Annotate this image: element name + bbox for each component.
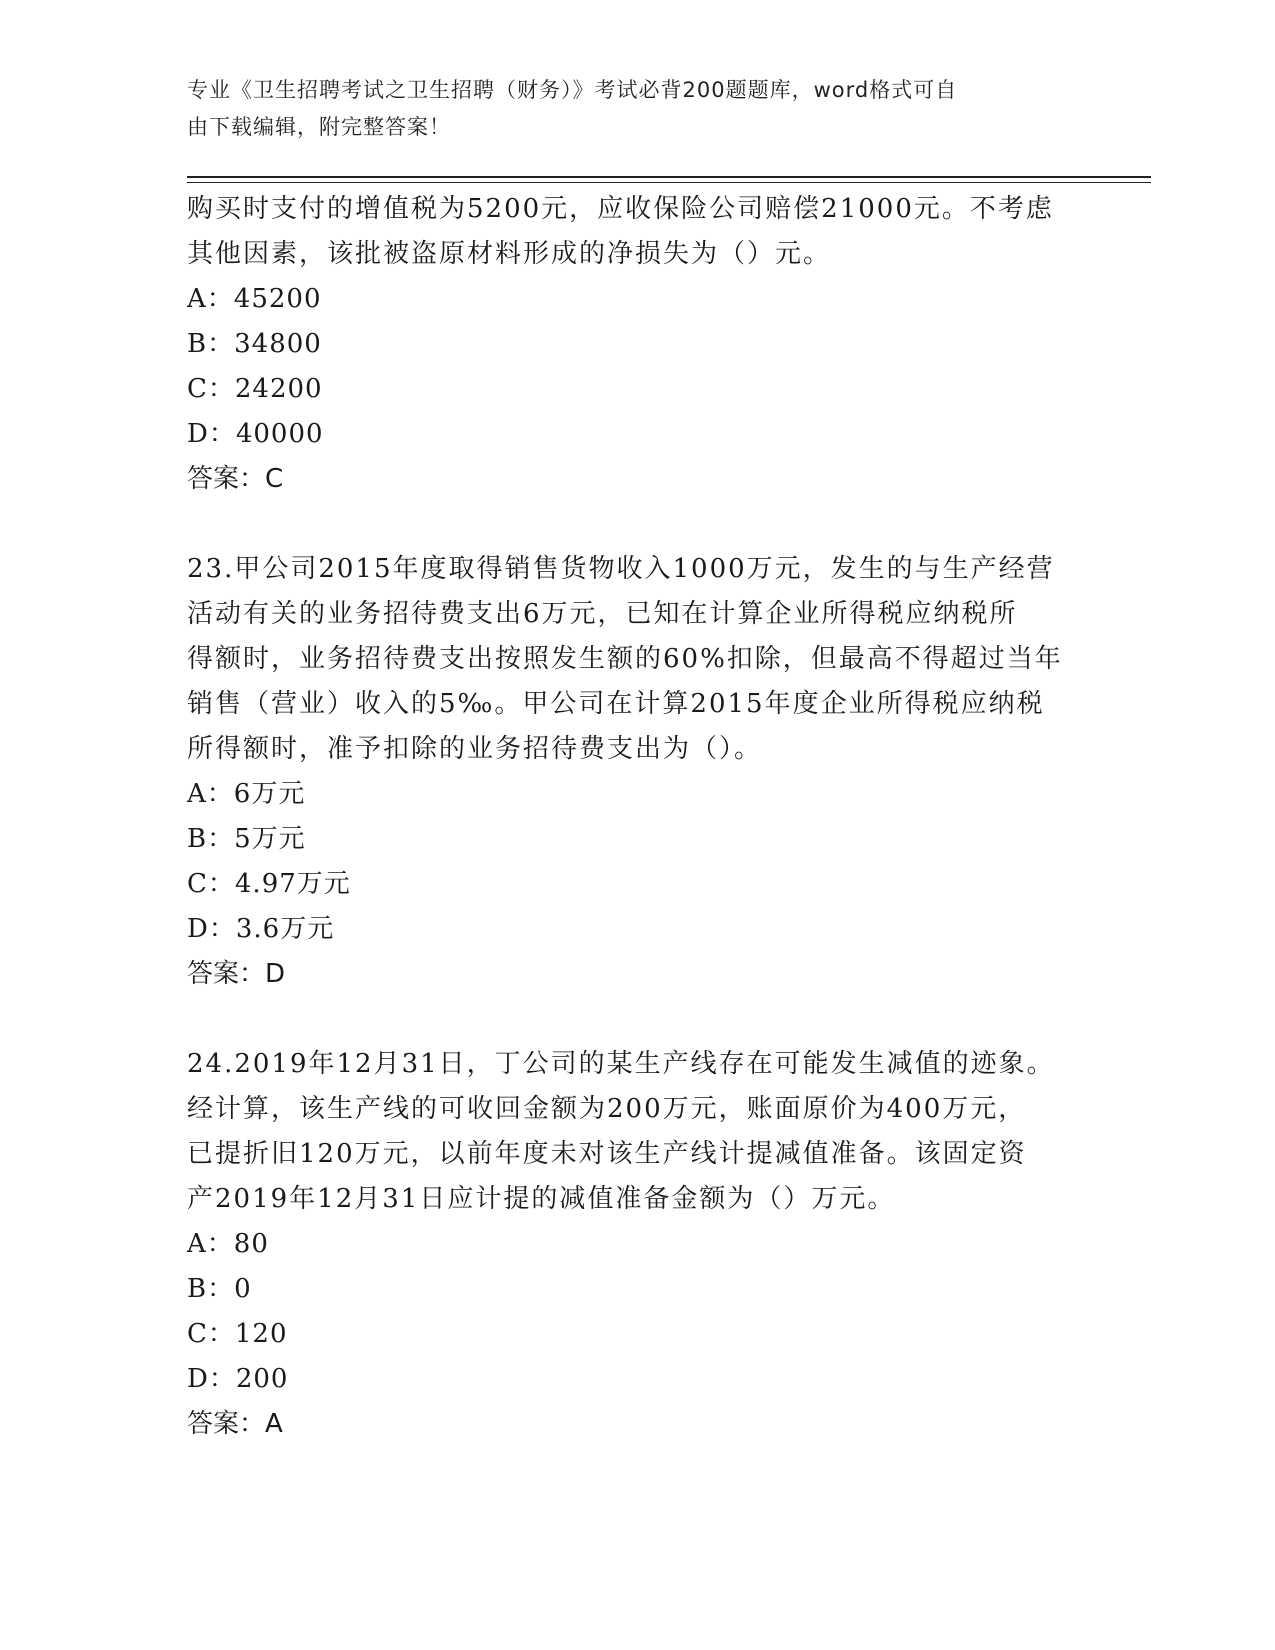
question-text-line: 销售（营业）收入的5‰。甲公司在计算2015年度企业所得税应纳税	[187, 689, 1045, 719]
option-b: B：34800	[187, 329, 322, 359]
answer-line: 答案：A	[187, 1409, 283, 1439]
option-d: D：200	[187, 1364, 289, 1394]
option-c: C：120	[187, 1319, 288, 1349]
option-d: D：3.6万元	[187, 914, 335, 944]
question-text-line: 活动有关的业务招待费支出6万元，已知在计算企业所得税应纳税所	[187, 599, 1018, 629]
document-header	[187, 72, 1067, 146]
question-text-line: 24.2019年12月31日，丁公司的某生产线存在可能发生减值的迹象。	[187, 1049, 1055, 1079]
question-list	[187, 187, 1087, 1447]
question-text-line: 购买时支付的增值税为5200元，应收保险公司赔偿21000元。不考虑	[187, 194, 1054, 224]
question-23	[187, 547, 1087, 997]
option-b: B：5万元	[187, 824, 306, 854]
question-text-line: 其他因素，该批被盗原材料形成的净损失为（）元。	[187, 239, 832, 269]
question-text-line: 所得额时，准予扣除的业务招待费支出为（）。	[187, 734, 763, 764]
question-text-line: 得额时，业务招待费支出按照发生额的60%扣除，但最高不得超过当年	[187, 644, 1063, 674]
option-d: D：40000	[187, 419, 324, 449]
option-a: A：45200	[187, 284, 322, 314]
header-rule-thin	[187, 182, 1151, 183]
spacer	[187, 502, 1087, 547]
option-a: A：80	[187, 1229, 269, 1259]
option-c: C：24200	[187, 374, 323, 404]
header-line-2: 由下载编辑，附完整答案！	[187, 115, 451, 139]
spacer	[187, 997, 1087, 1042]
question-text-line: 已提折旧120万元，以前年度未对该生产线计提减值准备。该固定资	[187, 1139, 1027, 1169]
question-text-line: 产2019年12月31日应计提的减值准备金额为（）万元。	[187, 1184, 896, 1214]
question-text-line: 经计算，该生产线的可收回金额为200万元，账面原价为400万元，	[187, 1094, 1027, 1124]
header-rule-thick	[187, 176, 1151, 178]
question-22	[187, 187, 1087, 502]
answer-line: 答案：C	[187, 464, 284, 494]
option-a: A：6万元	[187, 779, 306, 809]
option-b: B：0	[187, 1274, 252, 1304]
question-24	[187, 1042, 1087, 1447]
answer-line: 答案：D	[187, 959, 286, 989]
header-line-1: 专业《卫生招聘考试之卫生招聘（财务）》考试必背200题题库，word格式可自	[187, 78, 958, 102]
option-c: C：4.97万元	[187, 869, 351, 899]
question-text-line: 23.甲公司2015年度取得销售货物收入1000万元，发生的与生产经营	[187, 554, 1055, 584]
